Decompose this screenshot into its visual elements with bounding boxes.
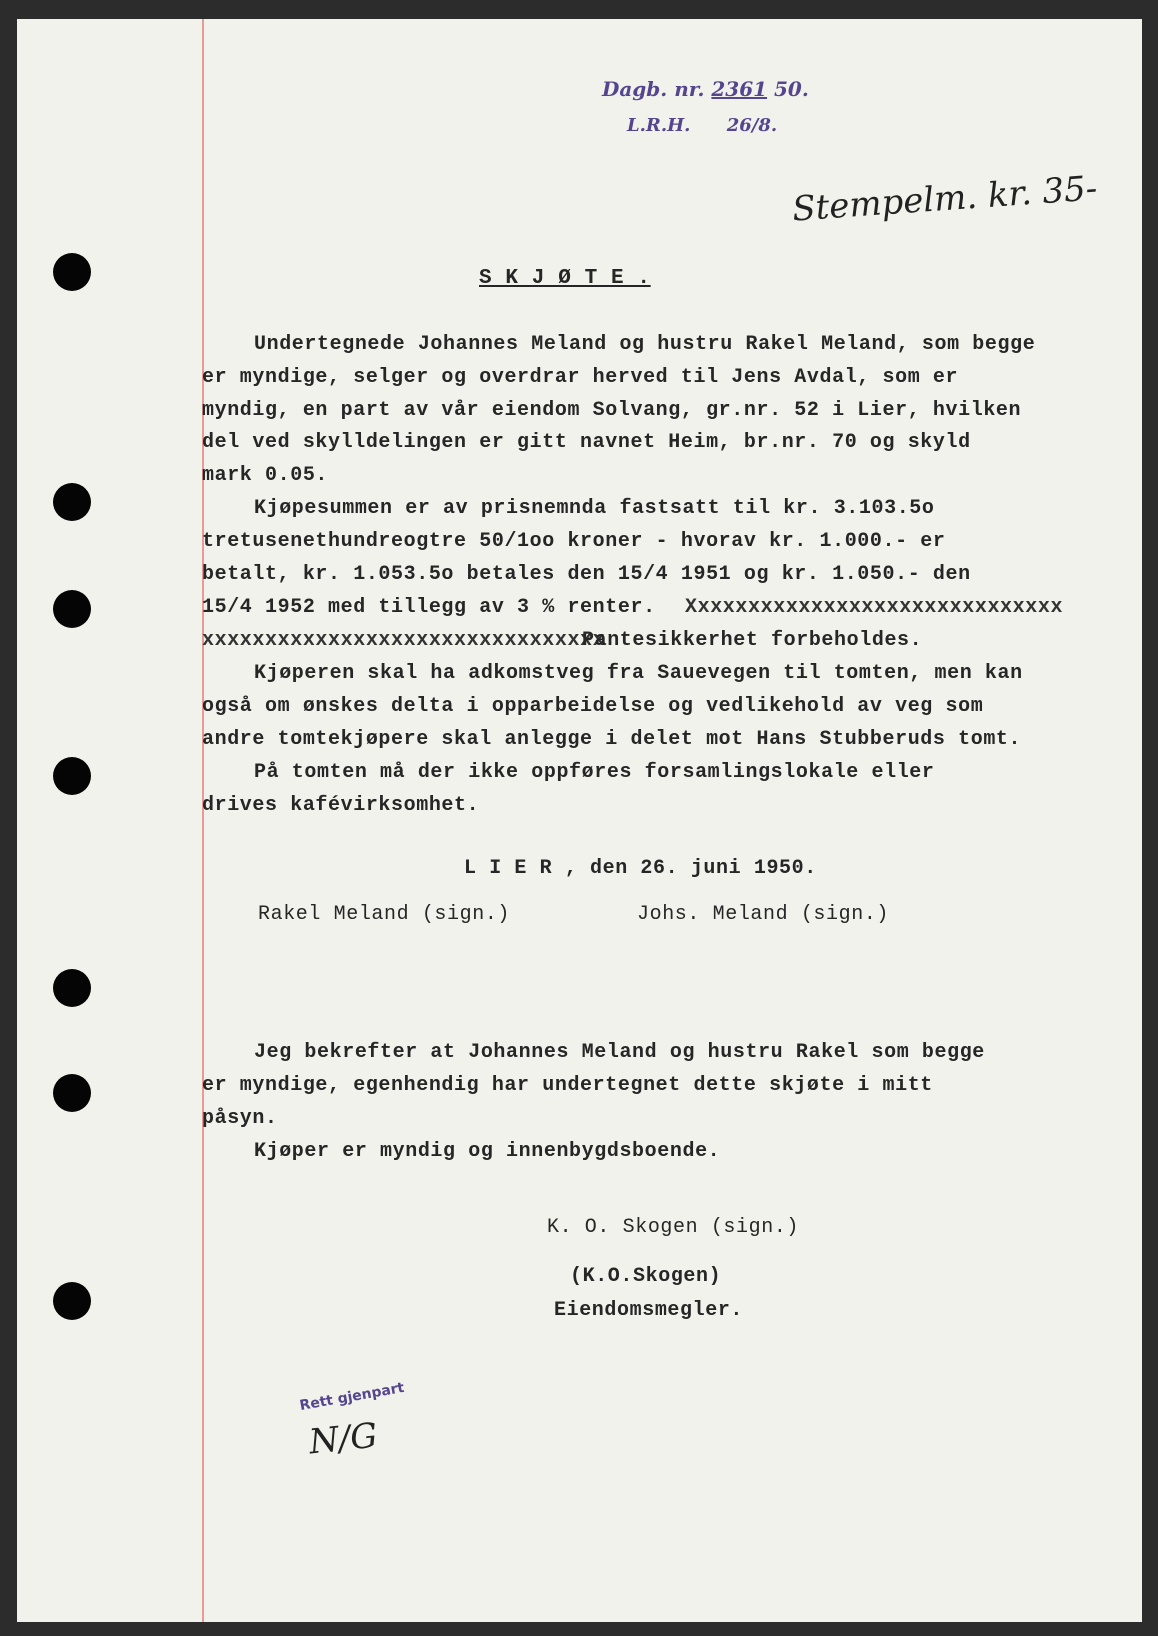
journal-prefix: Dagb. nr. (602, 77, 705, 101)
journal-year: 50. (774, 77, 809, 101)
document-page (17, 19, 1142, 1622)
body-line: er myndige, selger og overdrar herved til Jens Avdal, som er (202, 366, 959, 389)
punch-hole (53, 969, 91, 1007)
attestation-line: er myndige, egenhendig har undertegnet dette skjøte i mitt (202, 1074, 933, 1097)
punch-hole (53, 757, 91, 795)
body-line: Pantesikkerhet forbeholdes. (582, 629, 923, 652)
broker-title: Eiendomsmegler. (554, 1299, 744, 1322)
registry-initials: L.R.H. (627, 115, 691, 136)
body-line: Undertegnede Johannes Meland og hustru Rakel Meland, som begge (254, 333, 1036, 356)
punch-hole (53, 590, 91, 628)
registry-stamp (627, 115, 777, 136)
attestation-line: Kjøper er myndig og innenbygdsboende. (254, 1140, 721, 1163)
body-line: del ved skylldelingen er gitt navnet Heim, br.nr. 70 og skyld (202, 431, 971, 454)
punch-hole (53, 253, 91, 291)
body-line: andre tomtekjøpere skal anlegge i delet mot Hans Stubberuds tomt. (202, 728, 1022, 751)
journal-stamp (602, 77, 809, 101)
body-line: mark 0.05. (202, 464, 329, 487)
punch-hole (53, 483, 91, 521)
punch-hole (53, 1282, 91, 1320)
attestation-line: Jeg bekrefter at Johannes Meland og hustru Rakel som begge (254, 1041, 985, 1064)
body-line: drives kafévirksomhet. (202, 794, 480, 817)
body-line: På tomten må der ikke oppføres forsamlingslokale eller (254, 761, 935, 784)
body-line: myndig, en part av vår eiendom Solvang, gr.nr. 52 i Lier, hvilken (202, 399, 1022, 422)
crossed-out-text: xxxxxxxxxxxxxxxxxxxxxxxxxxxxxxxx (202, 629, 606, 652)
body-line: Kjøperen skal ha adkomstveg fra Sauevegen til tomten, men kan (254, 662, 1023, 685)
attestation-line: påsyn. (202, 1107, 278, 1130)
stamp-duty-note: Stempelm. kr. 35- (790, 168, 1099, 230)
body-line: 15/4 1952 med tillegg av 3 % renter. (202, 596, 656, 619)
body-line: Kjøpesummen er av prisnemnda fastsatt til kr. 3.103.5o (254, 497, 935, 520)
seller-signature: Rakel Meland (sign.) (258, 903, 511, 926)
broker-signature: K. O. Skogen (sign.) (547, 1216, 800, 1239)
registry-date: 26/8. (726, 115, 778, 136)
certification-stamp: Rett gjenpart (298, 1379, 406, 1415)
place-date: L I E R , den 26. juni 1950. (464, 857, 817, 880)
body-line: også om ønskes delta i opparbeidelse og vedlikehold av veg som (202, 695, 984, 718)
body-line: betalt, kr. 1.053.5o betales den 15/4 1951 og kr. 1.050.- den (202, 563, 971, 586)
seller-signature: Johs. Meland (sign.) (637, 903, 890, 926)
crossed-out-text: Xxxxxxxxxxxxxxxxxxxxxxxxxxxxxx (685, 596, 1064, 619)
margin-rule (202, 19, 204, 1622)
journal-number: 2361 (711, 77, 768, 101)
certification-initials: N/G (307, 1415, 380, 1463)
punch-hole (53, 1074, 91, 1112)
document-title: S K J Ø T E . (479, 267, 651, 290)
body-line: tretusenethundreogtre 50/1oo kroner - hvorav kr. 1.000.- er (202, 530, 946, 553)
broker-name: (K.O.Skogen) (570, 1265, 722, 1288)
